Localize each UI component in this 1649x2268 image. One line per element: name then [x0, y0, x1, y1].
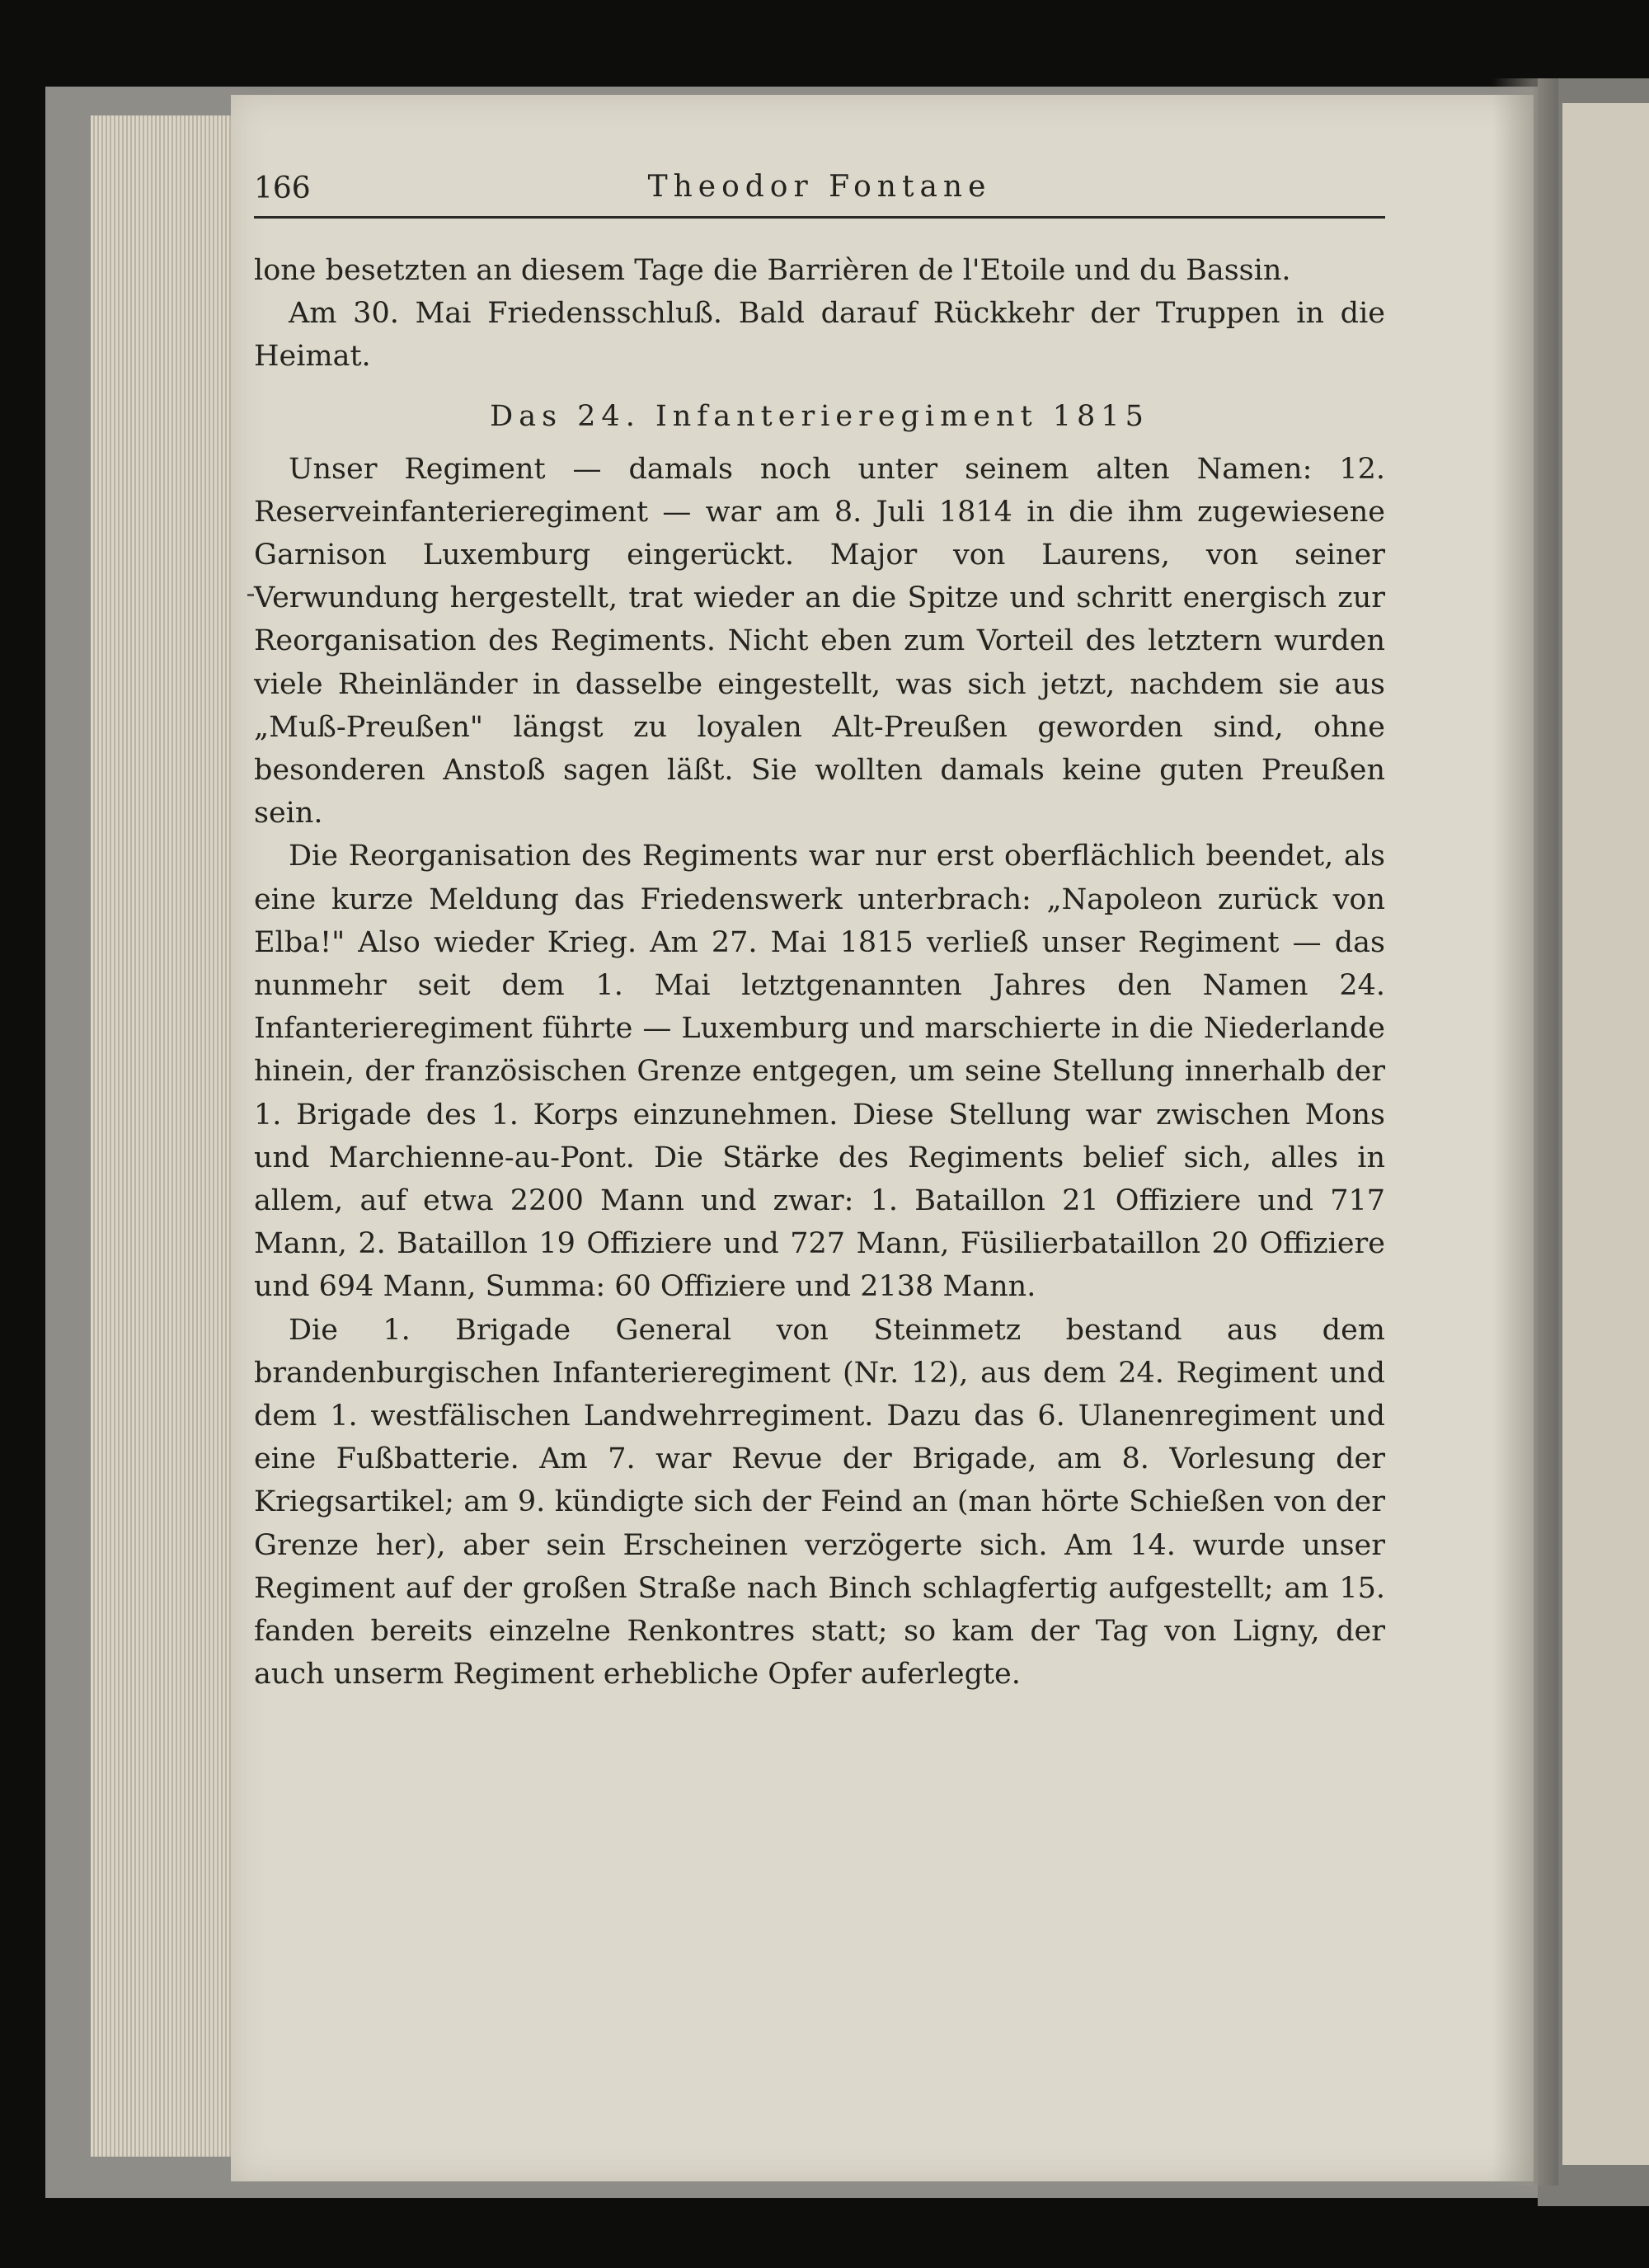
paragraph-regiment-reorganisation: Unser Regiment — damals noch unter seinem alten Namen: 12. Reserveinfanterieregiment — war am 8. Juli 1814 in die ihm zugewiesene Garnison Luxemburg eingerückt. Major von Laurens, von seiner Verwundung hergestellt, trat wieder an die Spitze und schritt energisch zur Reorganisation des Regiments. Nicht eben zum Vorteil des letztern wurden viele Rheinländer in dasselbe eingestellt, was sich jetzt, nachdem sie aus „Muß-Preußen" längst zu loyalen Alt-Preußen geworden sind, ohne besonderen Anstoß sagen läßt. Sie wollten damals keine guten Preußen sein. — [254, 452, 1385, 831]
paragraph-peace: Am 30. Mai Friedensschluß. Bald darauf Rückkehr der Truppen in die Heimat. — [254, 297, 1385, 374]
running-head — [254, 165, 1385, 219]
body-text — [254, 249, 1385, 1696]
page-stack-edge — [91, 115, 231, 2157]
page-number: 166 — [254, 172, 311, 205]
running-title: Theodor Fontane — [647, 170, 992, 204]
gutter-shadow — [1492, 78, 1558, 2186]
paragraph-continued: lone besetzten an diesem Tage die Barrièren de l'Etoile und du Bassin. — [254, 254, 1291, 287]
paragraph-first-brigade: Die 1. Brigade General von Steinmetz bestand aus dem brandenburgischen Infanterieregiment (Nr. 12), aus dem 24. Regiment und dem 1. westfälischen Landwehrregiment. Dazu das 6. Ulanenregiment und eine Fußbatterie. Am 7. war Revue der Brigade, am 8. Vorlesung der Kriegsartikel; am 9. kündigte sich der Feind an (man hörte Schießen von der Grenze her), aber sein Erscheinen verzögerte sich. Am 14. wurde unser Regiment auf der großen Straße nach Binch schlagfertig aufgestellt; am 15. fanden bereits einzelne Renkontres statt; so kam der Tag von Ligny, der auch unserm Regiment erhebliche Opfer auferlegte. — [254, 1313, 1385, 1692]
section-heading: Das 24. Infanterieregiment 1815 — [490, 399, 1149, 433]
pencil-mark — [247, 594, 254, 596]
paragraph-napoleon-return: Die Reorganisation des Regiments war nur erst oberflächlich beendet, als eine kurze Meldung das Friedenswerk unterbrach: „Napoleon zurück von Elba!" Also wieder Krieg. Am 27. Mai 1815 verließ unser Regiment — das nunmehr seit dem 1. Mai letztgenannten Jahres den Namen 24. Infanterieregiment führte — Luxemburg und marschierte in die Niederlande hinein, der französischen Grenze entgegen, um seine Stellung innerhalb der 1. Brigade des 1. Korps einzunehmen. Diese Stellung war zwischen Mons und Marchienne-au-Pont. Die Stärke des Regiments belief sich, alles in allem, auf etwa 2200 Mann und zwar: 1. Bataillon 21 Offiziere und 717 Mann, 2. Bataillon 19 Offiziere und 727 Mann, Füsilierbataillon 20 Offiziere und 694 Mann, Summa: 60 Offiziere und 2138 Mann. — [254, 840, 1385, 1304]
facing-page-edge — [1562, 103, 1649, 2165]
